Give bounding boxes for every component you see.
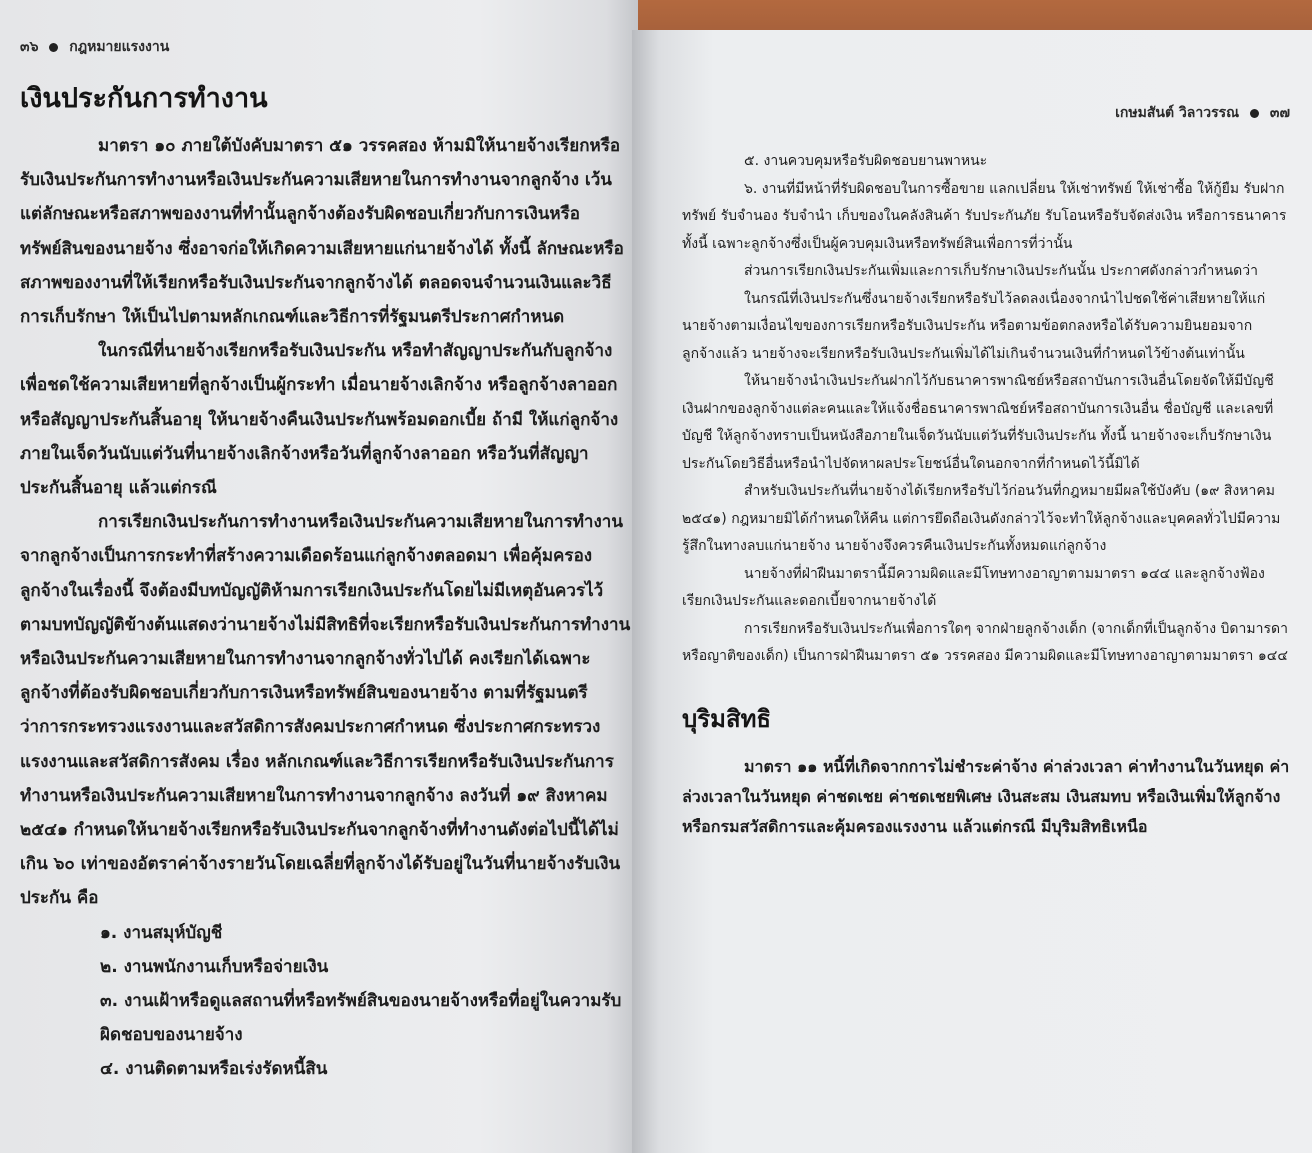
section-title-deposit: เงินประกันการทำงาน	[20, 83, 268, 114]
paragraph: ส่วนการเรียกเงินประกันเพิ่มและการเก็บรักษาเงินประกันนั้น ประกาศดังกล่าวกำหนดว่า	[744, 263, 1259, 279]
author-name: เกษมสันต์ วิลาวรรณ	[1115, 105, 1240, 121]
left-text-column	[20, 129, 632, 1087]
running-head-left	[20, 36, 638, 58]
paragraph-section-10: มาตรา ๑๐ ภายใต้บังคับมาตรา ๕๑ วรรคสอง ห้ามมิให้นายจ้างเรียกหรือรับเงินประกันการทำงานหรือเงินประกันความเสียหายในการทำงานจากลูกจ้าง เว้นแต่ลักษณะหรือสภาพของงานที่ทำนั้นลูกจ้างต้องรับผิดชอบเกี่ยวกับการเงินหรือทรัพย์สินของนายจ้าง ซึ่งอาจก่อให้เกิดความเสียหายแก่นายจ้างได้ ทั้งนี้ ลักษณะหรือสภาพของงานที่ให้เรียกหรือรับเงินประกันจากลูกจ้างได้ ตลอดจนจำนวนเงินและวิธีการเก็บรักษา ให้เป็นไปตามหลักเกณฑ์และวิธีการที่รัฐมนตรีประกาศกำหนด	[20, 136, 624, 328]
paragraph: ให้นายจ้างนำเงินประกันฝากไว้กับธนาคารพาณิชย์หรือสถาบันการเงินอื่นโดยจัดให้มีบัญชีเงินฝากของลูกจ้างแต่ละคนและให้แจ้งชื่อธนาคารพาณิชย์หรือสถาบันการเงินอื่น ชื่อบัญชี และเลขที่บัญชี ให้ลูกจ้างทราบเป็นหนังสือภายในเจ็ดวันนับแต่วันที่รับเงินประกัน ทั้งนี้ นายจ้างจะเก็บรักษาเงินประกันโดยวิธีอื่นหรือนำไปจัดหาผลประโยชน์อื่นใดนอกจากที่กำหนดไว้นี้มิได้	[682, 373, 1274, 472]
paragraph: นายจ้างที่ฝ่าฝืนมาตรานี้มีความผิดและมีโทษทางอาญาตามมาตรา ๑๔๔ และลูกจ้างฟ้องเรียกเงินประกันและดอกเบี้ยจากนายจ้างได้	[682, 565, 1265, 609]
running-head-right	[682, 102, 1290, 124]
left-page	[0, 0, 638, 1153]
list-item: ๖. งานที่มีหน้าที่รับผิดชอบในการซื้อขาย แลกเปลี่ยน ให้เช่าทรัพย์ ให้เช่าซื้อ ให้กู้ยืม รับฝากทรัพย์ รับจำนอง รับจำนำ เก็บของในคลังสินค้า รับประกันภัย รับโอนหรือรับจัดส่งเงิน หรือการธนาคาร ทั้งนี้ เฉพาะลูกจ้างซึ่งเป็นผู้ควบคุมเงินหรือทรัพย์สินเพื่อการที่ว่านั้น	[682, 180, 1287, 252]
paragraph: ในกรณีที่เงินประกันซึ่งนายจ้างเรียกหรือรับไว้ลดลงเนื่องจากนำไปชดใช้ค่าเสียหายให้แก่นายจ้างตามเงื่อนไขของการเรียกหรือรับเงินประกัน หรือตามข้อตกลงหรือได้รับความยินยอมจากลูกจ้างแล้ว นายจ้างจะเรียกหรือรับเงินประกันเพิ่มได้ไม่เกินจำนวนเงินที่กำหนดไว้ข้างต้นเท่านั้น	[682, 290, 1266, 362]
paragraph: การเรียกหรือรับเงินประกันเพื่อการใดๆ จากฝ่ายลูกจ้างเด็ก (จากเด็กที่เป็นลูกจ้าง บิดามารดา หรือญาติของเด็ก) เป็นการฝ่าฝืนมาตรา ๕๑ วรรคสอง มีความผิดและมีโทษทางอาญาตามมาตรา ๑๔๔	[682, 620, 1288, 664]
paragraph-return-deposit: ในกรณีที่นายจ้างเรียกหรือรับเงินประกัน หรือทำสัญญาประกันกับลูกจ้างเพื่อชดใช้ความเสียหายที่ลูกจ้างเป็นผู้กระทำ เมื่อนายจ้างเลิกจ้าง หรือลูกจ้างลาออก หรือสัญญาประกันสิ้นอายุ ให้นายจ้างคืนเงินประกันพร้อมดอกเบี้ย ถ้ามี ให้แก่ลูกจ้างภายในเจ็ดวันนับแต่วันที่นายจ้างเลิกจ้างหรือวันที่ลูกจ้างลาออก หรือวันที่สัญญาประกันสิ้นอายุ แล้วแต่กรณี	[20, 341, 619, 499]
list-item: ๕. งานควบคุมหรือรับผิดชอบยานพาหนะ	[744, 153, 988, 169]
list-item: ๔. งานติดตามหรือเร่งรัดหนี้สิน	[100, 1059, 328, 1080]
page-number-right: ๓๗	[1269, 105, 1290, 121]
page-number-left: ๓๖	[20, 39, 39, 55]
paragraph: สำหรับเงินประกันที่นายจ้างได้เรียกหรือรับไว้ก่อนวันที่กฎหมายมีผลใช้บังคับ (๑๙ สิงหาคม ๒๕๔๑) กฎหมายมิได้กำหนดให้คืน แต่การยึดถือเงินดังกล่าวไว้จะทำให้ลูกจ้างและบุคคลทั่วไปมีความรู้สึกในทางลบแก่นายจ้าง นายจ้างจึงควรคืนเงินประกันทั้งหมดแก่ลูกจ้าง	[682, 483, 1281, 554]
book-title: กฎหมายแรงงาน	[69, 39, 170, 55]
right-page	[632, 30, 1312, 1153]
list-item: ๒. งานพนักงานเก็บหรือจ่ายเงิน	[100, 956, 329, 977]
list-item: ๓. งานเฝ้าหรือดูแลสถานที่หรือทรัพย์สินของนายจ้างหรือที่อยู่ในความรับผิดชอบของนายจ้าง	[100, 991, 622, 1046]
paragraph-commentary: การเรียกเงินประกันการทำงานหรือเงินประกันความเสียหายในการทำงานจากลูกจ้างเป็นการกระทำที่สร้างความเดือดร้อนแก่ลูกจ้างตลอดมา เพื่อคุ้มครองลูกจ้างในเรื่องนี้ จึงต้องมีบทบัญญัติห้ามการเรียกเงินประกันโดยไม่มีเหตุอันควรไว้ ตามบทบัญญัติข้างต้นแสดงว่านายจ้างไม่มีสิทธิที่จะเรียกหรือรับเงินประกันการทำงานหรือเงินประกันความเสียหายในการทำงานจากลูกจ้างทั่วไปได้ คงเรียกได้เฉพาะลูกจ้างที่ต้องรับผิดชอบเกี่ยวกับการเงินหรือทรัพย์สินของนายจ้าง ตามที่รัฐมนตรีว่าการกระทรวงแรงงานและสวัสดิการสังคมประกาศกำหนด ซึ่งประกาศกระทรวงแรงงานและสวัสดิการสังคม เรื่อง หลักเกณฑ์และวิธีการเรียกหรือรับเงินประกันการทำงานหรือเงินประกันความเสียหายในการทำงานจากลูกจ้าง ลงวันที่ ๑๙ สิงหาคม ๒๕๔๑ กำหนดให้นายจ้างเรียกหรือรับเงินประกันจากลูกจ้างที่ทำงานดังต่อไปนี้ได้ไม่เกิน ๖๐ เท่าของอัตราค่าจ้างรายวันโดยเฉลี่ยที่ลูกจ้างได้รับอยู่ในวันที่นายจ้างรับเงินประกัน คือ	[20, 512, 631, 909]
bullet-dot-icon	[49, 43, 58, 52]
list-item: ๑. งานสมุห์บัญชี	[100, 922, 223, 943]
bullet-dot-icon	[1250, 109, 1259, 118]
paragraph-section-11: มาตรา ๑๑ หนี้ที่เกิดจากการไม่ชำระค่าจ้าง ค่าล่วงเวลา ค่าทำงานในวันหยุด ค่าล่วงเวลาในวันหยุด ค่าชดเชย ค่าชดเชยพิเศษ เงินสะสม เงินสมทบ หรือเงินเพิ่มให้ลูกจ้างหรือกรมสวัสดิการและคุ้มครองแรงงาน แล้วแต่กรณี มีบุริมสิทธิเหนือ	[682, 756, 1290, 836]
section-title-priority: บุริมสิทธิ	[682, 704, 772, 733]
